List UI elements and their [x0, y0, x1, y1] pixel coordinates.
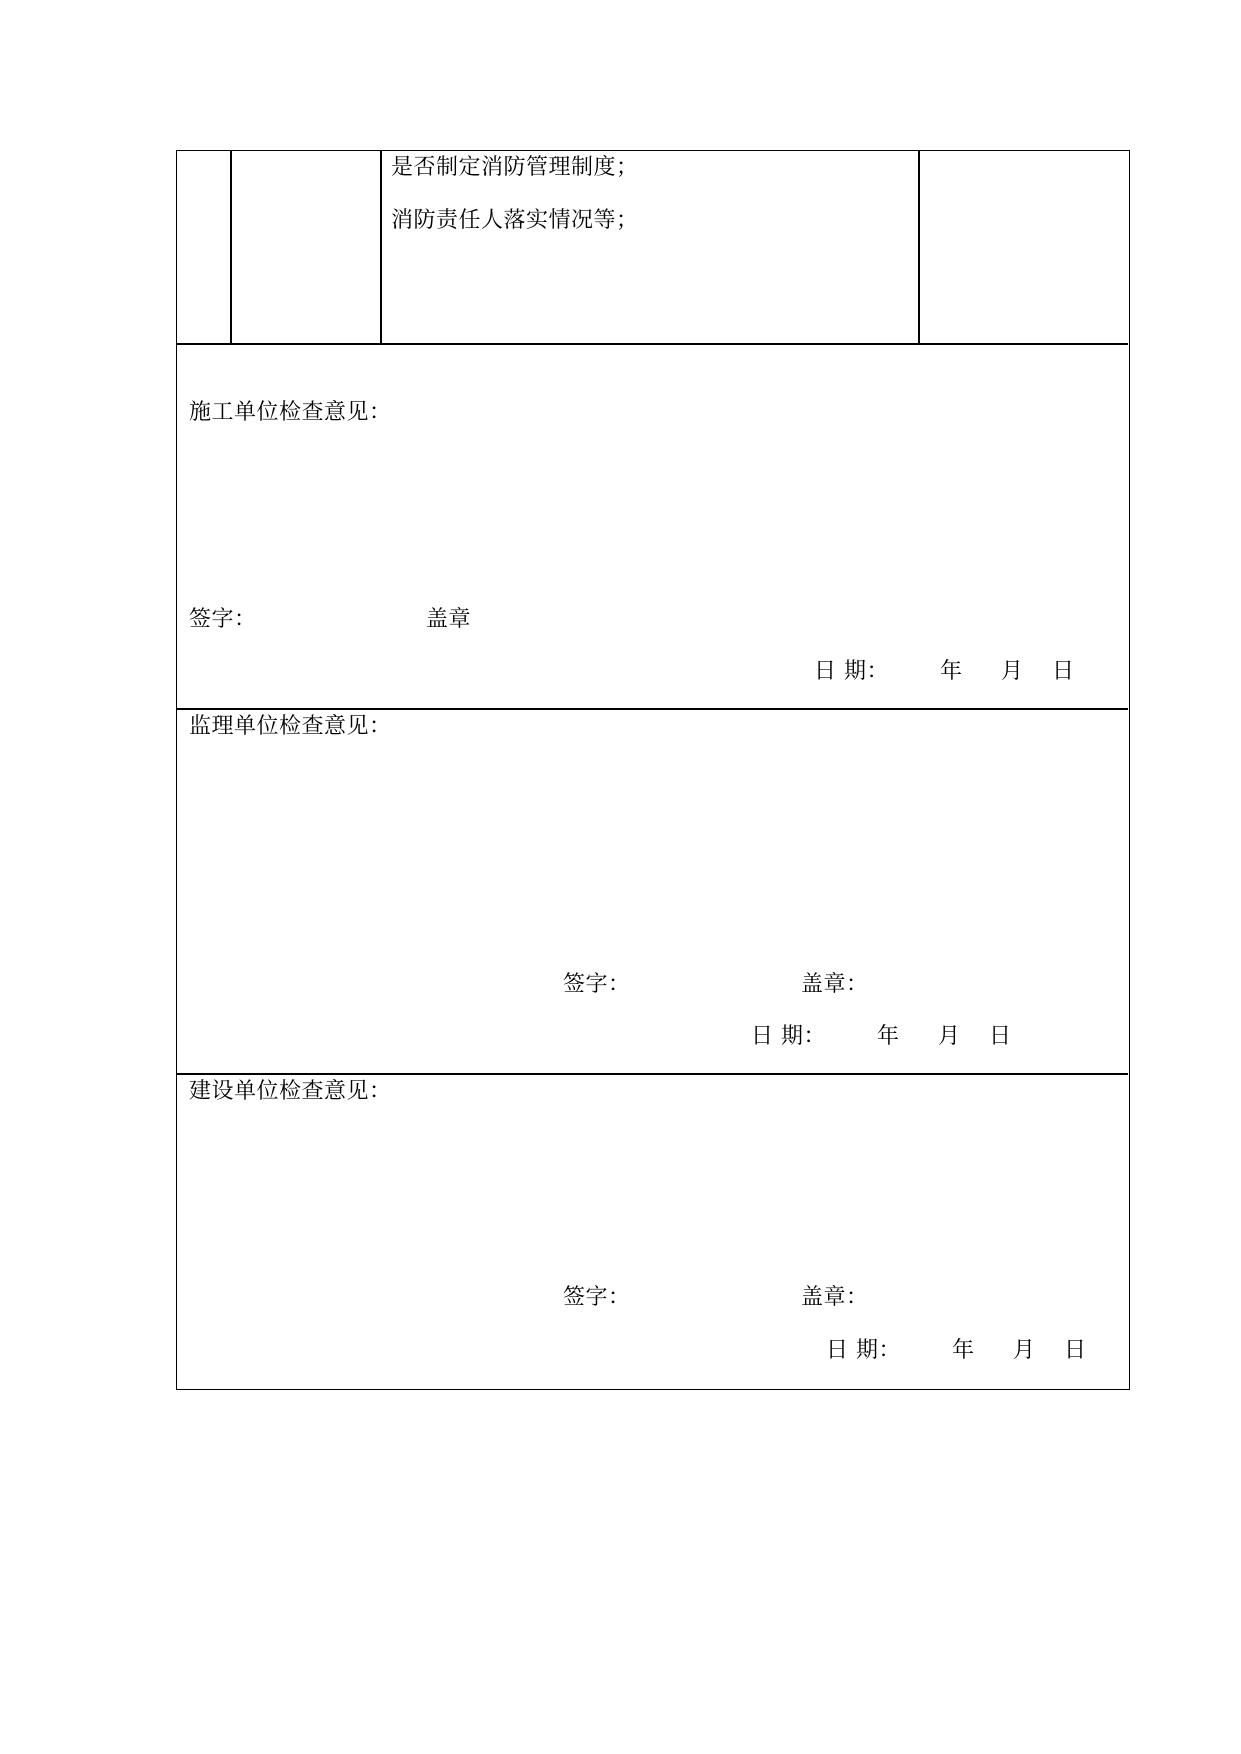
top-row-divider-1 — [230, 151, 232, 344]
construction-date-label: 日 期： — [814, 659, 889, 684]
construction-seal-label: 盖章 — [426, 607, 472, 632]
supervision-seal-label: 盖章： — [801, 972, 869, 997]
owner-date-label: 日 期： — [826, 1338, 901, 1363]
construction-day-label: 日 — [1052, 659, 1075, 684]
construction-opinion-heading: 施工单位检查意见： — [189, 400, 392, 425]
supervision-day-label: 日 — [989, 1024, 1012, 1049]
row-divider-supervision — [177, 1073, 1128, 1075]
top-row-divider-3 — [918, 151, 920, 344]
supervision-year-label: 年 — [877, 1024, 900, 1049]
row-divider-construction — [177, 708, 1128, 710]
owner-month-label: 月 — [1013, 1338, 1036, 1363]
inspection-form-table — [176, 150, 1130, 1390]
owner-signature-label: 签字： — [563, 1285, 631, 1310]
owner-day-label: 日 — [1064, 1338, 1087, 1363]
supervision-signature-label: 签字： — [563, 972, 631, 997]
row-divider-top — [177, 343, 1128, 345]
construction-month-label: 月 — [1001, 659, 1024, 684]
requirement-line-1: 是否制定消防管理制度； — [391, 155, 639, 180]
supervision-date-label: 日 期： — [751, 1024, 826, 1049]
construction-year-label: 年 — [940, 659, 963, 684]
owner-year-label: 年 — [952, 1338, 975, 1363]
requirement-line-2: 消防责任人落实情况等； — [391, 208, 639, 233]
construction-signature-label: 签字： — [189, 607, 257, 632]
owner-opinion-heading: 建设单位检查意见： — [189, 1079, 392, 1104]
supervision-opinion-heading: 监理单位检查意见： — [189, 714, 392, 739]
top-row-divider-2 — [380, 151, 382, 344]
owner-seal-label: 盖章： — [801, 1285, 869, 1310]
supervision-month-label: 月 — [938, 1024, 961, 1049]
